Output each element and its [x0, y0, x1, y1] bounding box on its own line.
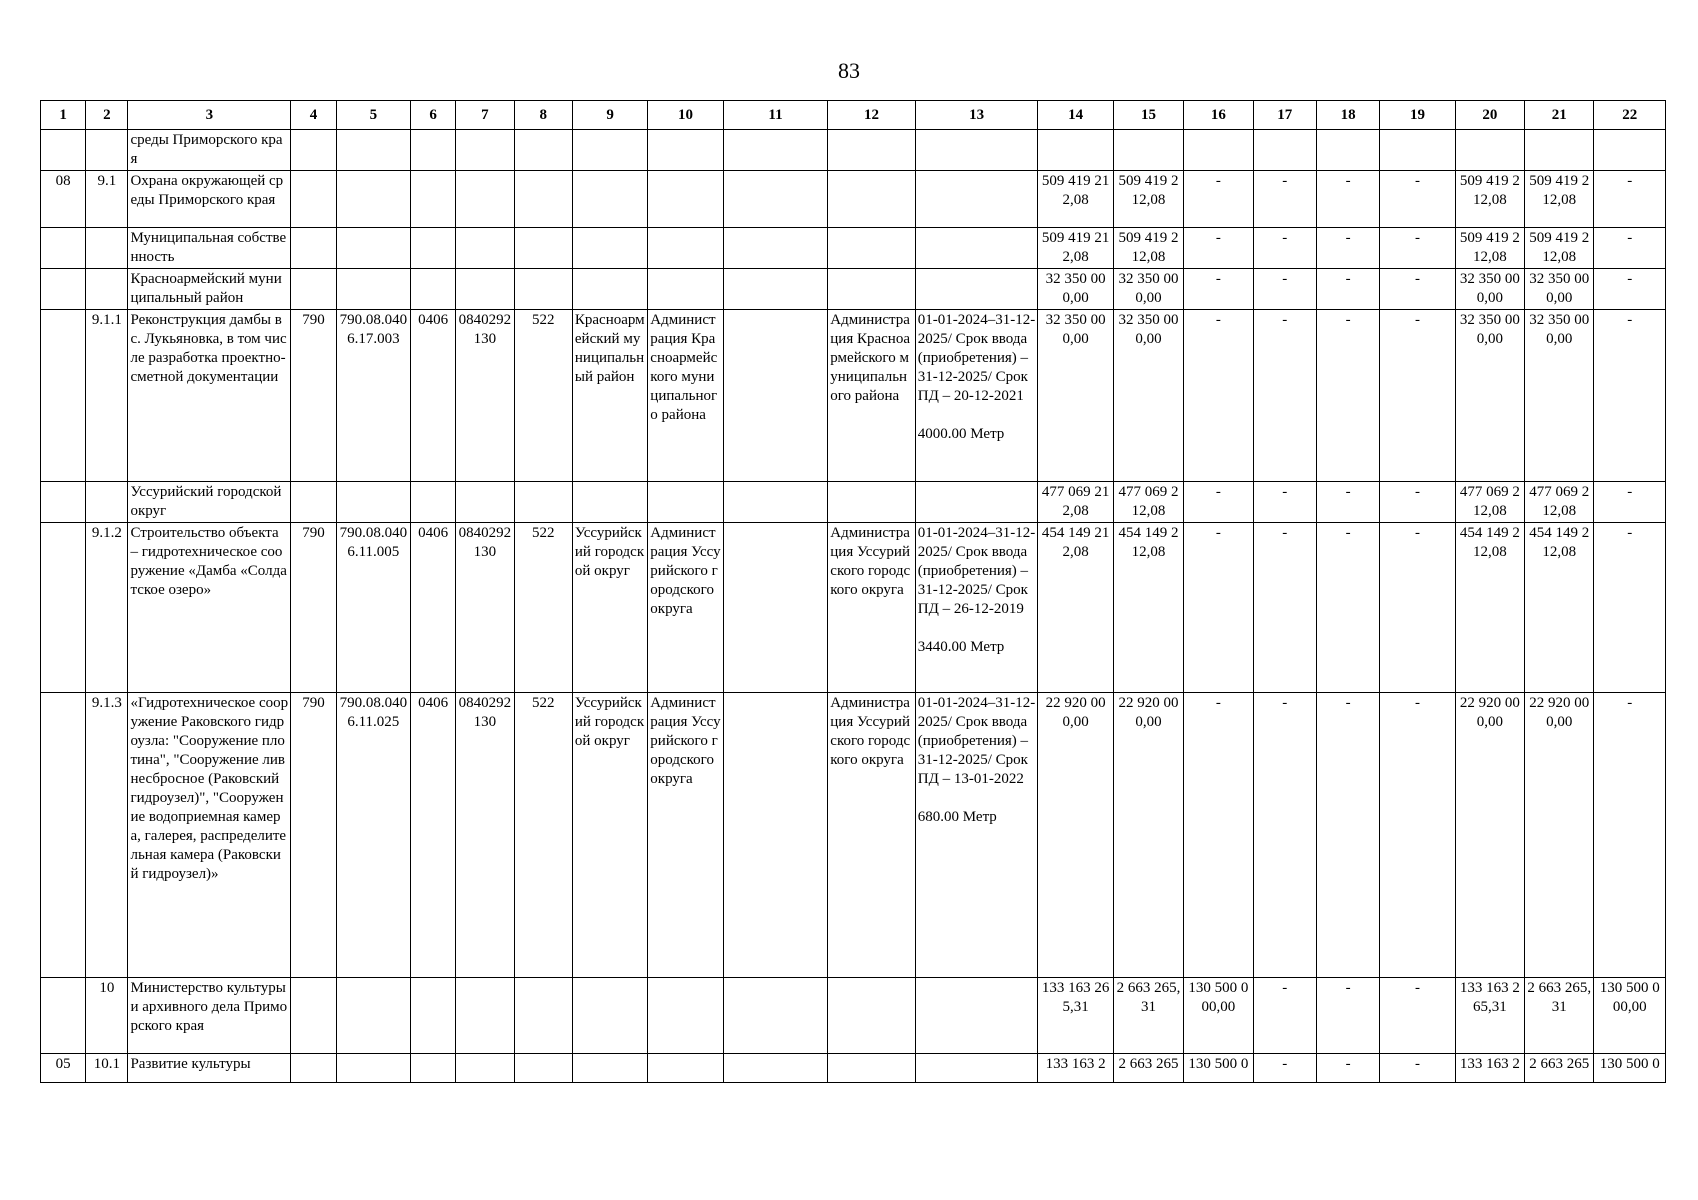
table-cell: [456, 130, 514, 171]
table-cell: 9.1.1: [86, 310, 128, 482]
table-cell: -: [1380, 1054, 1455, 1083]
table-cell: 130 500 0: [1184, 1054, 1253, 1083]
table-cell: 133 163 2: [1038, 1054, 1113, 1083]
table-cell: [456, 1054, 514, 1083]
table-cell: -: [1253, 171, 1316, 228]
header-row: [41, 101, 1666, 130]
table-cell: [648, 978, 723, 1054]
table-cell: 790: [291, 310, 336, 482]
column-header: 3: [128, 101, 291, 130]
table-cell: [572, 228, 647, 269]
table-cell: 22 920 000,00: [1455, 693, 1524, 978]
table-cell: [915, 269, 1038, 310]
table-cell: 9.1.3: [86, 693, 128, 978]
table-cell: -: [1594, 171, 1666, 228]
column-header: 21: [1525, 101, 1594, 130]
column-header: 4: [291, 101, 336, 130]
table-cell: [41, 310, 86, 482]
table-cell: Реконструкция дамбы в с. Лукьяновка, в том числе разработка проектно-сметной документации: [128, 310, 291, 482]
table-cell: -: [1316, 171, 1379, 228]
table-cell: -: [1380, 171, 1455, 228]
table-cell: [828, 482, 915, 523]
table-cell: [336, 978, 410, 1054]
column-header: 17: [1253, 101, 1316, 130]
table-cell: -: [1594, 310, 1666, 482]
table-cell: 509 419 212,08: [1525, 228, 1594, 269]
table-cell: [572, 171, 647, 228]
table-cell: [514, 1054, 572, 1083]
table-cell: [411, 1054, 456, 1083]
table-cell: 0406: [411, 310, 456, 482]
table-cell: 0406: [411, 523, 456, 693]
column-header: 19: [1380, 101, 1455, 130]
table-cell: [1455, 130, 1524, 171]
table-cell: [723, 269, 828, 310]
table-cell: 509 419 212,08: [1525, 171, 1594, 228]
table-cell: [86, 482, 128, 523]
table-cell: -: [1253, 693, 1316, 978]
table-cell: [514, 978, 572, 1054]
table-row: [41, 1054, 1666, 1083]
table-cell: [336, 130, 410, 171]
table-cell: [336, 482, 410, 523]
table-cell: [723, 130, 828, 171]
table-cell: 522: [514, 693, 572, 978]
table-cell: -: [1253, 228, 1316, 269]
table-cell: 2 663 265,31: [1113, 978, 1183, 1054]
table-cell: 790: [291, 693, 336, 978]
table-cell: 0840292130: [456, 310, 514, 482]
table-cell: [723, 228, 828, 269]
column-header: 15: [1113, 101, 1183, 130]
table-cell: [915, 482, 1038, 523]
table-cell: [514, 228, 572, 269]
table-cell: [723, 482, 828, 523]
table-cell: -: [1316, 482, 1379, 523]
table-cell: [648, 130, 723, 171]
table-cell: [1113, 130, 1183, 171]
table-row: [41, 310, 1666, 482]
table-cell: 477 069 212,08: [1525, 482, 1594, 523]
table-cell: [456, 171, 514, 228]
table-cell: [456, 269, 514, 310]
table-cell: 32 350 000,00: [1038, 269, 1113, 310]
table-cell: 454 149 212,08: [1525, 523, 1594, 693]
table-cell: Администрация Уссурийского городского округа: [828, 523, 915, 693]
column-header: 5: [336, 101, 410, 130]
table-row: [41, 171, 1666, 228]
table-cell: [572, 1054, 647, 1083]
table-cell: -: [1184, 171, 1253, 228]
table-cell: Уссурийский городской округ: [572, 523, 647, 693]
table-cell: 01-01-2024–31-12-2025/ Срок ввода (приобретения) – 31-12-2025/ Срок ПД – 13-01-2022 680.00 Метр: [915, 693, 1038, 978]
table-cell: [723, 693, 828, 978]
table-cell: 32 350 000,00: [1525, 269, 1594, 310]
table-cell: [41, 228, 86, 269]
table-cell: 454 149 212,08: [1038, 523, 1113, 693]
table-cell: -: [1316, 1054, 1379, 1083]
table-cell: Строительство объекта – гидротехническое сооружение «Дамба «Солдатское озеро»: [128, 523, 291, 693]
table-cell: -: [1380, 482, 1455, 523]
table-cell: [411, 269, 456, 310]
table-cell: -: [1594, 482, 1666, 523]
table-cell: [1525, 130, 1594, 171]
table-cell: 22 920 000,00: [1038, 693, 1113, 978]
table-cell: -: [1594, 269, 1666, 310]
table-cell: -: [1253, 1054, 1316, 1083]
table-cell: [723, 310, 828, 482]
table-cell: 477 069 212,08: [1455, 482, 1524, 523]
column-header: 20: [1455, 101, 1524, 130]
table-cell: -: [1253, 482, 1316, 523]
table-cell: [291, 171, 336, 228]
table-cell: 133 163 265,31: [1038, 978, 1113, 1054]
table-cell: 05: [41, 1054, 86, 1083]
table-cell: 0840292130: [456, 523, 514, 693]
table-cell: [828, 978, 915, 1054]
table-cell: 32 350 000,00: [1038, 310, 1113, 482]
table-cell: [514, 269, 572, 310]
table-cell: [291, 978, 336, 1054]
table-cell: [86, 228, 128, 269]
table-cell: Администрация Уссурийского городского округа: [828, 693, 915, 978]
table-cell: 130 500 0: [1594, 1054, 1666, 1083]
table-cell: 0840292130: [456, 693, 514, 978]
table-cell: 32 350 000,00: [1525, 310, 1594, 482]
table-cell: [336, 171, 410, 228]
table-cell: 509 419 212,08: [1455, 228, 1524, 269]
table-cell: [291, 130, 336, 171]
table-cell: -: [1253, 310, 1316, 482]
table-cell: [648, 269, 723, 310]
table-cell: «Гидротехническое сооружение Раковского гидроузла: "Сооружение плотина", "Сооружение ливнесбросное (Раковский гидроузел)", "Сооружение водоприемная камера, галерея, распределительная камера (Раковский гидроузел)»: [128, 693, 291, 978]
table-cell: -: [1184, 693, 1253, 978]
table-cell: 477 069 212,08: [1038, 482, 1113, 523]
table-cell: 9.1: [86, 171, 128, 228]
table-cell: [291, 1054, 336, 1083]
table-cell: [411, 130, 456, 171]
table-cell: 130 500 000,00: [1594, 978, 1666, 1054]
table-row: [41, 130, 1666, 171]
table-cell: [456, 482, 514, 523]
table-cell: [291, 269, 336, 310]
table-cell: -: [1253, 523, 1316, 693]
column-header: 2: [86, 101, 128, 130]
table-cell: [456, 228, 514, 269]
table-cell: среды Приморского края: [128, 130, 291, 171]
table-cell: 790.08.0406.11.025: [336, 693, 410, 978]
table-cell: Красноармейский муниципальный район: [128, 269, 291, 310]
table-cell: 509 419 212,08: [1113, 228, 1183, 269]
table-cell: 509 419 212,08: [1455, 171, 1524, 228]
table-cell: 08: [41, 171, 86, 228]
table-cell: [915, 228, 1038, 269]
table-cell: [456, 978, 514, 1054]
table-cell: 522: [514, 523, 572, 693]
table-cell: [572, 130, 647, 171]
table-cell: 454 149 212,08: [1455, 523, 1524, 693]
table-cell: [411, 171, 456, 228]
table-cell: 509 419 212,08: [1113, 171, 1183, 228]
table-cell: Муниципальная собственность: [128, 228, 291, 269]
table-cell: 0406: [411, 693, 456, 978]
column-header: 18: [1316, 101, 1379, 130]
table-cell: 10: [86, 978, 128, 1054]
table-cell: [86, 269, 128, 310]
table-cell: [828, 228, 915, 269]
table-cell: [411, 978, 456, 1054]
table-cell: [648, 171, 723, 228]
column-header: 8: [514, 101, 572, 130]
table-cell: -: [1184, 523, 1253, 693]
table-cell: Красноармейский муниципальный район: [572, 310, 647, 482]
table-cell: -: [1184, 482, 1253, 523]
table-cell: [1038, 130, 1113, 171]
table-cell: [648, 1054, 723, 1083]
column-header: 11: [723, 101, 828, 130]
table-cell: [723, 171, 828, 228]
table-cell: 9.1.2: [86, 523, 128, 693]
table-cell: [572, 269, 647, 310]
table-cell: [411, 482, 456, 523]
table-cell: [336, 269, 410, 310]
table-row: [41, 978, 1666, 1054]
table-cell: Администрация Уссурийского городского округа: [648, 693, 723, 978]
table-cell: [1253, 130, 1316, 171]
table-cell: -: [1316, 228, 1379, 269]
table-cell: -: [1594, 693, 1666, 978]
table-cell: [915, 1054, 1038, 1083]
table-cell: -: [1380, 523, 1455, 693]
table-cell: -: [1380, 978, 1455, 1054]
table-cell: -: [1380, 228, 1455, 269]
table-cell: 133 163 2: [1455, 1054, 1524, 1083]
table-cell: 2 663 265: [1113, 1054, 1183, 1083]
table-cell: 32 350 000,00: [1455, 269, 1524, 310]
table-cell: 32 350 000,00: [1113, 269, 1183, 310]
table-cell: Уссурийский городской округ: [128, 482, 291, 523]
table-cell: Охрана окружающей среды Приморского края: [128, 171, 291, 228]
table-cell: -: [1380, 269, 1455, 310]
table-cell: [915, 130, 1038, 171]
table-cell: -: [1594, 523, 1666, 693]
table-cell: 22 920 000,00: [1525, 693, 1594, 978]
table-cell: [1316, 130, 1379, 171]
table-cell: -: [1316, 978, 1379, 1054]
table-cell: -: [1253, 269, 1316, 310]
table-cell: [648, 482, 723, 523]
table-cell: [828, 130, 915, 171]
table-cell: Администрация Красноармейского муниципального района: [648, 310, 723, 482]
table-cell: [723, 1054, 828, 1083]
table-cell: -: [1316, 269, 1379, 310]
column-header: 9: [572, 101, 647, 130]
table-cell: -: [1184, 228, 1253, 269]
table-cell: 2 663 265,31: [1525, 978, 1594, 1054]
table-cell: Администрация Уссурийского городского округа: [648, 523, 723, 693]
table-cell: 2 663 265: [1525, 1054, 1594, 1083]
table-cell: [572, 482, 647, 523]
table-cell: -: [1380, 310, 1455, 482]
column-header: 12: [828, 101, 915, 130]
table-cell: [291, 228, 336, 269]
table-cell: [411, 228, 456, 269]
table-cell: [41, 130, 86, 171]
column-header: 13: [915, 101, 1038, 130]
table-cell: 522: [514, 310, 572, 482]
table-cell: Развитие культуры: [128, 1054, 291, 1083]
table-cell: [336, 228, 410, 269]
table-cell: [336, 1054, 410, 1083]
table-cell: Уссурийский городской округ: [572, 693, 647, 978]
column-header: 6: [411, 101, 456, 130]
table-cell: 790: [291, 523, 336, 693]
column-header: 22: [1594, 101, 1666, 130]
table-cell: 130 500 000,00: [1184, 978, 1253, 1054]
table-cell: Администрация Красноармейского муниципального района: [828, 310, 915, 482]
table-cell: [41, 482, 86, 523]
table-cell: -: [1316, 523, 1379, 693]
table-cell: [1594, 130, 1666, 171]
table-cell: [41, 693, 86, 978]
table-cell: 790.08.0406.17.003: [336, 310, 410, 482]
table-row: [41, 269, 1666, 310]
table-cell: -: [1594, 228, 1666, 269]
table-cell: [1380, 130, 1455, 171]
table-cell: 01-01-2024–31-12-2025/ Срок ввода (приобретения) – 31-12-2025/ Срок ПД – 20-12-2021 4000.00 Метр: [915, 310, 1038, 482]
table-cell: -: [1316, 693, 1379, 978]
table-cell: 454 149 212,08: [1113, 523, 1183, 693]
table-cell: 790.08.0406.11.005: [336, 523, 410, 693]
table-cell: -: [1253, 978, 1316, 1054]
column-header: 1: [41, 101, 86, 130]
table-cell: 133 163 265,31: [1455, 978, 1524, 1054]
table-cell: -: [1380, 693, 1455, 978]
table-cell: [828, 1054, 915, 1083]
table-cell: -: [1184, 310, 1253, 482]
table-row: [41, 482, 1666, 523]
table-row: [41, 523, 1666, 693]
column-header: 7: [456, 101, 514, 130]
table-cell: [915, 171, 1038, 228]
column-header: 16: [1184, 101, 1253, 130]
table-body: [41, 130, 1666, 1083]
table-cell: [723, 978, 828, 1054]
table-cell: 32 350 000,00: [1113, 310, 1183, 482]
table-cell: [514, 130, 572, 171]
table-cell: [41, 978, 86, 1054]
budget-table: [40, 100, 1666, 1083]
table-cell: [291, 482, 336, 523]
table-cell: 22 920 000,00: [1113, 693, 1183, 978]
table-cell: 509 419 212,08: [1038, 228, 1113, 269]
page-number: 83: [838, 58, 860, 83]
table-cell: [828, 171, 915, 228]
table-row: [41, 228, 1666, 269]
table-cell: [41, 269, 86, 310]
table-cell: [86, 130, 128, 171]
table-cell: 509 419 212,08: [1038, 171, 1113, 228]
table-cell: [1184, 130, 1253, 171]
table-cell: [723, 523, 828, 693]
table-cell: [572, 978, 647, 1054]
table-cell: [41, 523, 86, 693]
table-cell: [915, 978, 1038, 1054]
table-cell: 01-01-2024–31-12-2025/ Срок ввода (приобретения) – 31-12-2025/ Срок ПД – 26-12-2019 3440.00 Метр: [915, 523, 1038, 693]
table-cell: [514, 171, 572, 228]
table-cell: [648, 228, 723, 269]
table-cell: [828, 269, 915, 310]
table-cell: -: [1316, 310, 1379, 482]
table-cell: -: [1184, 269, 1253, 310]
column-header: 10: [648, 101, 723, 130]
table-row: [41, 693, 1666, 978]
table-cell: [514, 482, 572, 523]
column-header: 14: [1038, 101, 1113, 130]
table-cell: 32 350 000,00: [1455, 310, 1524, 482]
table-cell: Министерство культуры и архивного дела Приморского края: [128, 978, 291, 1054]
table-cell: 10.1: [86, 1054, 128, 1083]
table-cell: 477 069 212,08: [1113, 482, 1183, 523]
